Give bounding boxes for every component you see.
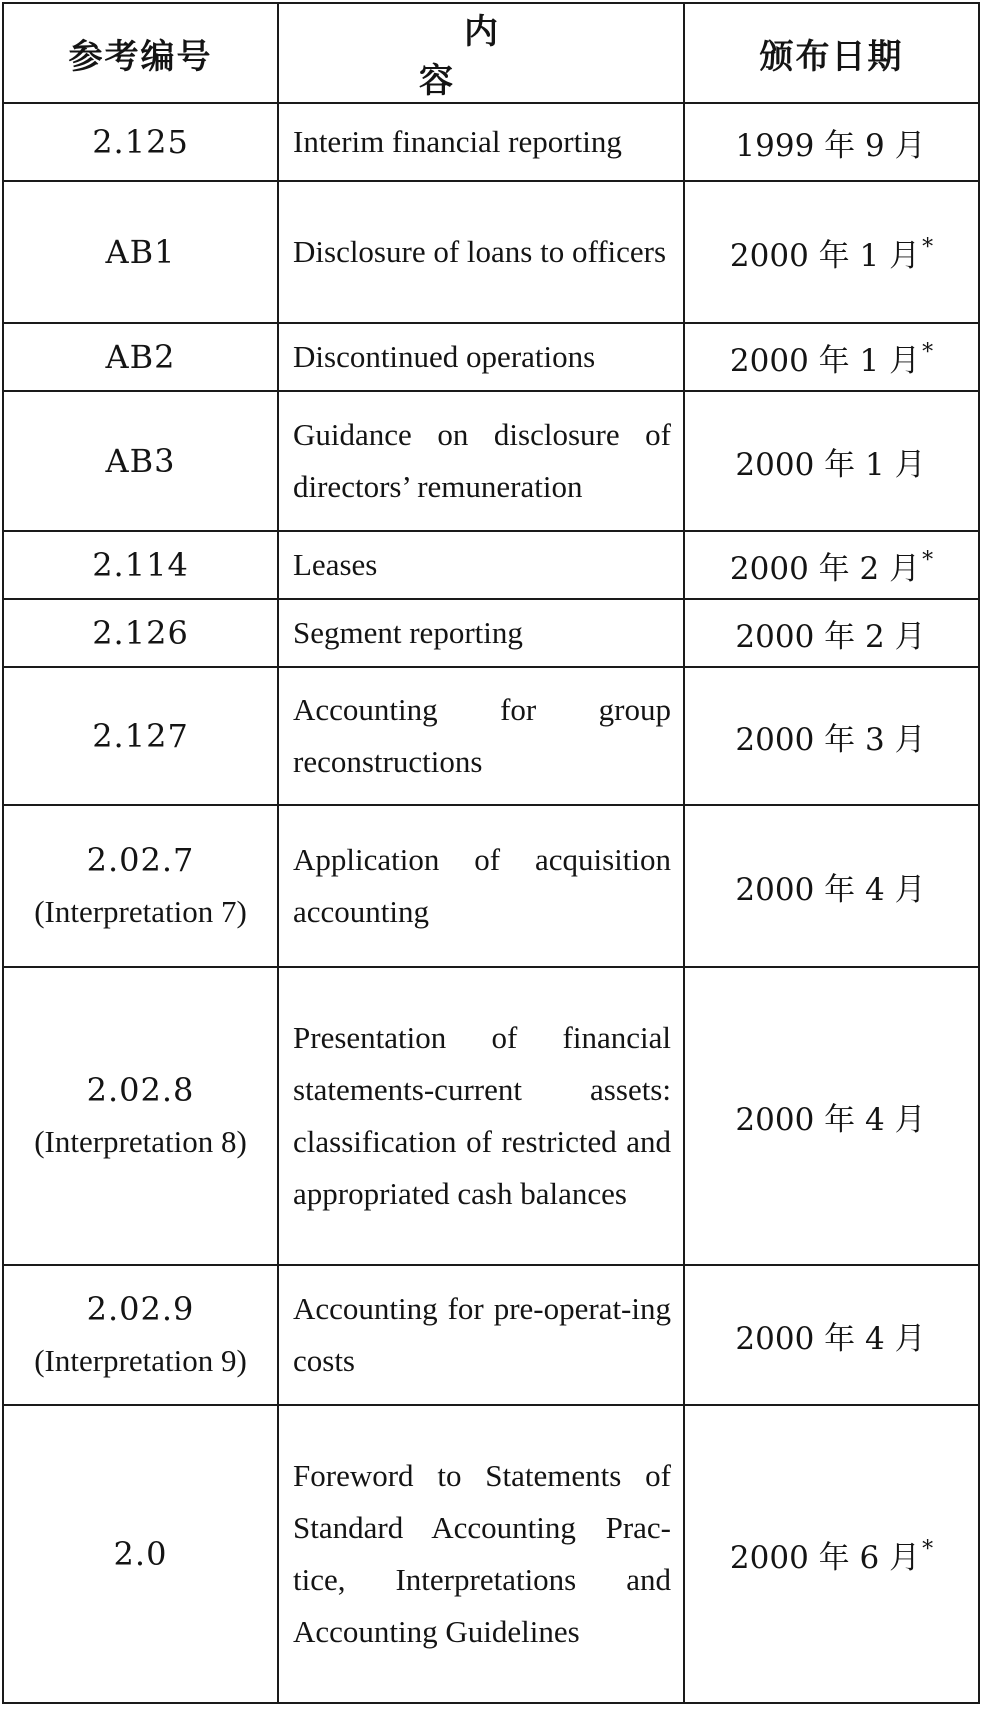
date-text: 1999 年 9 月 <box>735 127 926 164</box>
content-cell: Disclosure of loans to officers <box>278 181 684 323</box>
date-text: 2000 年 4 月 <box>735 871 926 908</box>
ref-interpretation: (Interpretation 7) <box>34 894 247 929</box>
date-cell <box>684 599 979 667</box>
date-text: 2000 年 4 月 <box>735 1101 926 1138</box>
ref-number: 2.02.8 <box>86 1071 195 1109</box>
table-row <box>3 1265 979 1405</box>
ref-interpretation: (Interpretation 9) <box>34 1343 247 1378</box>
header-content: 内 容 <box>278 3 684 103</box>
header-date: 颁布日期 <box>684 3 979 103</box>
date-cell <box>684 181 979 323</box>
date-text: 2000 年 6 月 <box>729 1539 921 1576</box>
table-row <box>3 181 979 323</box>
table-row <box>3 391 979 531</box>
date-cell <box>684 531 979 599</box>
ref-number: 2.125 <box>92 123 189 161</box>
date-cell <box>684 667 979 805</box>
ref-cell <box>3 181 278 323</box>
content-cell: Application of acquisition accounting <box>278 805 684 967</box>
content-cell: Presentation of financial statements-current assets: classification of restricted and appropriated cash balances <box>278 967 684 1265</box>
table-row <box>3 667 979 805</box>
ref-cell <box>3 323 278 391</box>
table-row <box>3 805 979 967</box>
content-cell: Foreword to Statements of Standard Accounting Prac-tice, Interpretations and Accounting Guidelines <box>278 1405 684 1703</box>
ref-number: 2.02.9 <box>86 1290 195 1328</box>
ref-number: 2.0 <box>113 1535 168 1573</box>
date-cell <box>684 1405 979 1703</box>
standards-table <box>2 2 980 1704</box>
ref-cell <box>3 967 278 1265</box>
date-cell <box>684 103 979 181</box>
ref-cell <box>3 1405 278 1703</box>
ref-cell <box>3 667 278 805</box>
ref-cell <box>3 391 278 531</box>
date-text: 2000 年 4 月 <box>735 1320 926 1357</box>
date-asterisk: * <box>922 1537 934 1563</box>
ref-cell <box>3 531 278 599</box>
ref-number: 2.127 <box>92 717 189 755</box>
date-asterisk: * <box>922 235 934 261</box>
date-cell <box>684 323 979 391</box>
table-row <box>3 1405 979 1703</box>
header-row <box>3 3 979 103</box>
table-row <box>3 531 979 599</box>
date-text: 2000 年 2 月 <box>735 618 926 655</box>
ref-interpretation: (Interpretation 8) <box>34 1124 247 1159</box>
content-cell: Guidance on disclosure of directors’ remuneration <box>278 391 684 531</box>
date-asterisk: * <box>922 340 934 366</box>
content-cell: Interim financial reporting <box>278 103 684 181</box>
date-text: 2000 年 1 月 <box>729 342 921 379</box>
table-row <box>3 323 979 391</box>
ref-number: 2.114 <box>92 546 189 584</box>
ref-number: AB1 <box>105 233 176 271</box>
date-cell <box>684 1265 979 1405</box>
date-cell <box>684 805 979 967</box>
date-text: 2000 年 1 月 <box>735 446 926 483</box>
date-text: 2000 年 2 月 <box>729 550 921 587</box>
ref-cell <box>3 599 278 667</box>
ref-cell <box>3 805 278 967</box>
content-cell: Accounting for group reconstructions <box>278 667 684 805</box>
ref-cell <box>3 103 278 181</box>
content-cell: Accounting for pre-operat-ing costs <box>278 1265 684 1405</box>
table-row <box>3 103 979 181</box>
content-cell: Leases <box>278 531 684 599</box>
ref-cell <box>3 1265 278 1405</box>
content-cell: Discontinued operations <box>278 323 684 391</box>
date-cell <box>684 391 979 531</box>
date-text: 2000 年 1 月 <box>729 237 921 274</box>
date-cell <box>684 967 979 1265</box>
ref-number: AB3 <box>105 442 176 480</box>
date-text: 2000 年 3 月 <box>735 721 926 758</box>
header-ref: 参考编号 <box>3 3 278 103</box>
table-row <box>3 599 979 667</box>
table-row <box>3 967 979 1265</box>
date-asterisk: * <box>922 548 934 574</box>
ref-number: 2.02.7 <box>86 841 195 879</box>
ref-number: 2.126 <box>92 614 189 652</box>
ref-number: AB2 <box>105 338 176 376</box>
content-cell: Segment reporting <box>278 599 684 667</box>
